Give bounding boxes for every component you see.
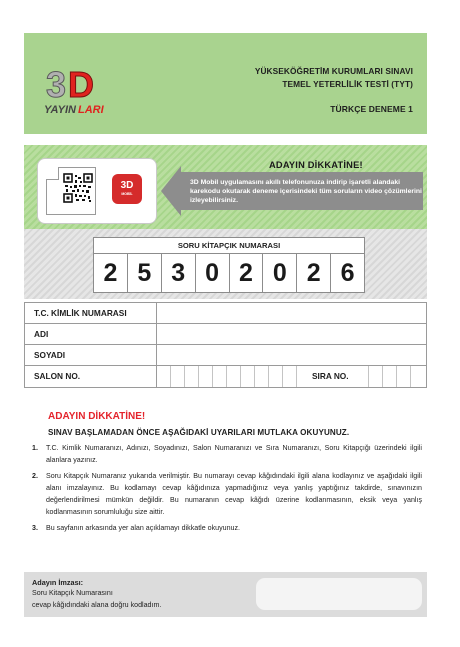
booklet-digit: 0 [263, 254, 297, 292]
booklet-digit: 6 [340, 259, 355, 287]
list-item: 1. T.C. Kimlik Numaranızı, Adınızı, Soyadınızı, Salon Numaranızı ve Sıra Numaranızı, Soru Kitapçığı üzerindeki ilgili alanlara yazınız. [32, 444, 422, 464]
booklet-digit: 3 [162, 254, 196, 292]
notice-title: ADAYIN DİKKATİNE! [269, 160, 363, 170]
name-label: ADI [34, 329, 49, 339]
qr-paper [46, 167, 96, 215]
cover-header [24, 33, 427, 134]
exam-name: YÜKSEKÖĞRETİM KURUMLARI SINAVI [254, 66, 413, 76]
arrow-pointer-icon [161, 166, 181, 216]
qr-code-icon [63, 173, 93, 203]
notice-band [24, 145, 427, 299]
svg-text:3: 3 [46, 64, 67, 105]
surname-label: SOYADI [34, 350, 66, 360]
svg-text:YAYIN: YAYIN [44, 104, 76, 116]
booklet-digits [94, 254, 364, 292]
signature-label: Adayın İmzası: [32, 578, 84, 587]
signature-section [24, 572, 427, 617]
booklet-number-box [93, 237, 365, 293]
qr-card [38, 159, 156, 223]
svg-text:D: D [68, 64, 94, 105]
booklet-digit: 5 [128, 254, 162, 292]
svg-text:LARI: LARI [78, 104, 104, 116]
mobile-app-icon: 3D MOBİL [112, 174, 142, 204]
booklet-title: TÜRKÇE DENEME 1 [330, 104, 413, 114]
instructions-subtitle: SINAV BAŞLAMADAN ÖNCE AŞAĞIDAKİ UYARILARI MUTLAKA OKUYUNUZ. [48, 428, 350, 437]
signature-box[interactable] [256, 578, 422, 610]
list-item: 2. Soru Kitapçık Numaranız yukarıda verilmiştir. Bu numarayı cevap kâğıdındaki ilgili alana kodlayınız ve aşağıdaki ilgili alanı imzalayınız. Bu kodlamayı cevap kâğıdınıza yapmadığınız veya yanlış yaptığınız takdirde, sınavınızın değerlendirilmesi mümkün değildir. Bu numaranın cevap kâğıdı üzerine kodlanmasının, eksik veya yanlış kodlanmasının sorumluluğu size aittir. [32, 472, 422, 516]
candidate-info-form [24, 302, 427, 388]
publisher-logo [42, 57, 104, 117]
test-name: TEMEL YETERLİLİK TESTİ (TYT) [282, 79, 413, 89]
booklet-digit: 2 [297, 254, 331, 292]
exam-info [255, 65, 413, 116]
booklet-digit: 2 [230, 254, 264, 292]
booklet-number-title: SORU KİTAPÇIK NUMARASI [94, 238, 364, 254]
salon-sira-row[interactable] [25, 366, 426, 387]
name-row[interactable] [25, 324, 426, 345]
signature-note: cevap kâğıdındaki alana doğru kodladım. [32, 601, 162, 609]
booklet-digit: 2 [94, 254, 128, 292]
sira-label: SIRA NO. [312, 371, 349, 381]
instructions-title: ADAYIN DİKKATİNE! [48, 411, 146, 422]
salon-label: SALON NO. [34, 371, 81, 381]
tc-row[interactable] [25, 303, 426, 324]
instructions-list [32, 443, 422, 540]
signature-note: Soru Kitapçık Numarasını [32, 589, 113, 597]
notice-text: 3D Mobil uygulamasını akıllı telefonunuza indirip işaretli alandaki karekodu okutarak deneme içerisindeki tüm soruların video çözümlerini izleyebilirsiniz. [190, 179, 422, 205]
list-item: 3. Bu sayfanın arkasında yer alan açıklamayı dikkatle okuyunuz. [32, 524, 241, 533]
booklet-digit: 0 [196, 254, 230, 292]
tc-label: T.C. KİMLİK NUMARASI [34, 308, 127, 318]
surname-row[interactable] [25, 345, 426, 366]
